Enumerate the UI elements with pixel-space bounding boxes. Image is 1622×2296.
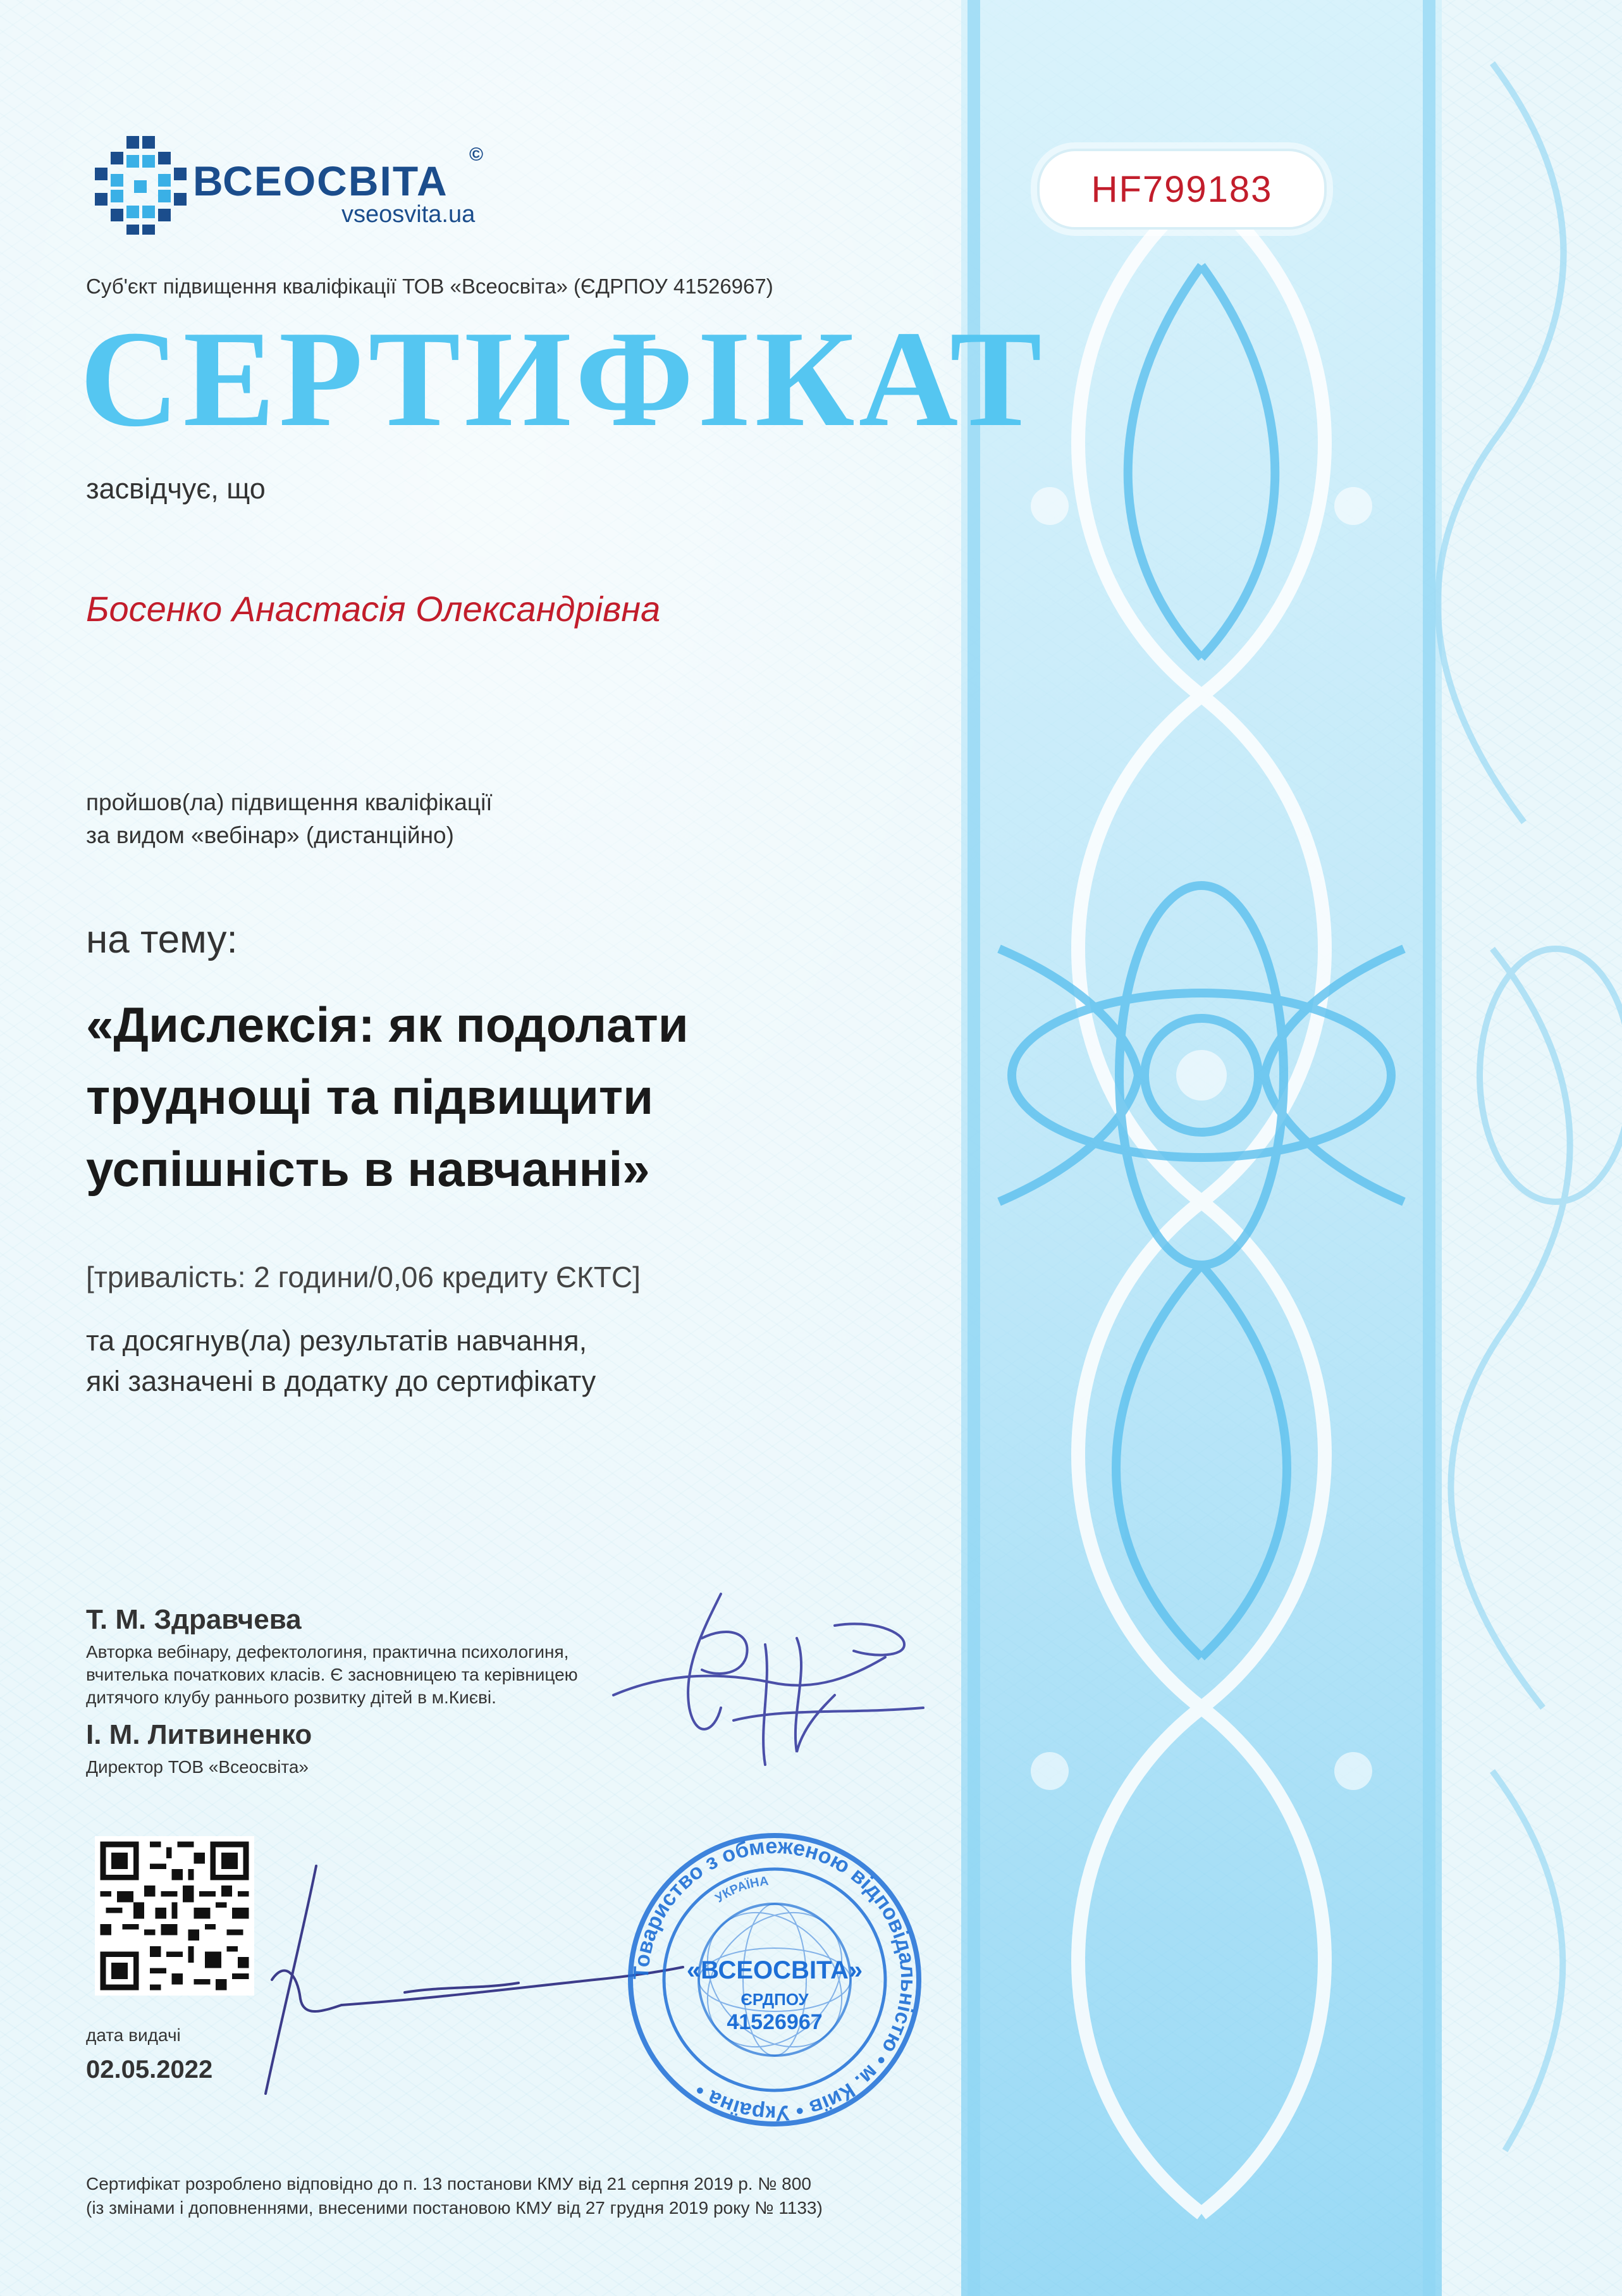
results-line-1: та досягнув(ла) результатів навчання, (86, 1324, 587, 1357)
stamp-code-label: ЄРДПОУ (740, 1990, 809, 2009)
signature-1-image (607, 1581, 936, 1784)
passed-text (86, 786, 493, 852)
footer-line-2: (із змінами і доповненнями, внесеними постановою КМУ від 27 грудня 2019 року № 1133) (86, 2198, 823, 2218)
logo-brand-name: ВСЕОСВІТА (193, 157, 448, 204)
topic-title (86, 989, 908, 1205)
passed-line-2: за видом «вебінар» (дистанційно) (86, 822, 454, 848)
serial-number-badge: HF799183 (1037, 149, 1327, 230)
signatory-1-name: Т. М. Здравчева (86, 1604, 302, 1635)
signatory-1-desc-line-1: Авторка вебінару, дефектологиня, практична психологиня, (86, 1642, 569, 1662)
stamp-outer-text: Товариство з обмеженою відповідальністю • м. Київ • Україна • (629, 1834, 921, 2126)
qr-code[interactable] (95, 1836, 254, 1996)
certificate-title: СЕРТИФІКАТ (80, 303, 1046, 455)
svg-text:УКРАЇНА (713, 1874, 769, 1906)
logo-url[interactable]: vseosvita.ua (341, 201, 476, 228)
footer-legal-note (86, 2172, 823, 2220)
results-line-2: які зазначені в додатку до сертифікату (86, 1365, 596, 1397)
footer-line-1: Сертифікат розроблено відповідно до п. 13 постанови КМУ від 21 серпня 2019 р. № 800 (86, 2174, 811, 2194)
passed-line-1: пройшов(ла) підвищення кваліфікації (86, 789, 493, 815)
stamp-inner-text: УКРАЇНА (713, 1874, 770, 1906)
stamp-code: 41526967 (727, 2010, 823, 2034)
signatory-1-description (86, 1641, 693, 1709)
topic-line-1: «Дислексія: як подолати (86, 997, 689, 1052)
copyright-mark: © (469, 144, 484, 165)
recipient-name: Босенко Анастасія Олександрівна (86, 589, 661, 629)
certifies-text: засвідчує, що (86, 472, 266, 505)
issue-date: 02.05.2022 (86, 2056, 213, 2083)
stamp-center-text: «ВСЕОСВІТА» (686, 1956, 863, 1984)
duration-text: [тривалість: 2 години/0,06 кредиту ЄКТС] (86, 1261, 641, 1293)
signatory-1-desc-line-3: дитячого клубу раннього розвитку дітей в м.Києві. (86, 1688, 496, 1707)
subject-line: Суб'єкт підвищення кваліфікації ТОВ «Всеосвіта» (ЄДРПОУ 41526967) (86, 275, 773, 298)
signatory-2-description: Директор ТОВ «Всеосвіта» (86, 1757, 309, 1777)
results-text (86, 1321, 596, 1402)
topic-label: на тему: (86, 918, 238, 961)
signatory-1-desc-line-2: вчителька початкових класів. Є засновницею та керівницею (86, 1665, 578, 1684)
issue-date-label: дата видачі (86, 2025, 181, 2045)
signatory-2-name: І. М. Литвиненко (86, 1719, 312, 1750)
official-stamp (623, 1828, 926, 2132)
topic-line-2: труднощі та підвищити (86, 1069, 654, 1125)
topic-line-3: успішність в навчанні» (86, 1141, 650, 1197)
